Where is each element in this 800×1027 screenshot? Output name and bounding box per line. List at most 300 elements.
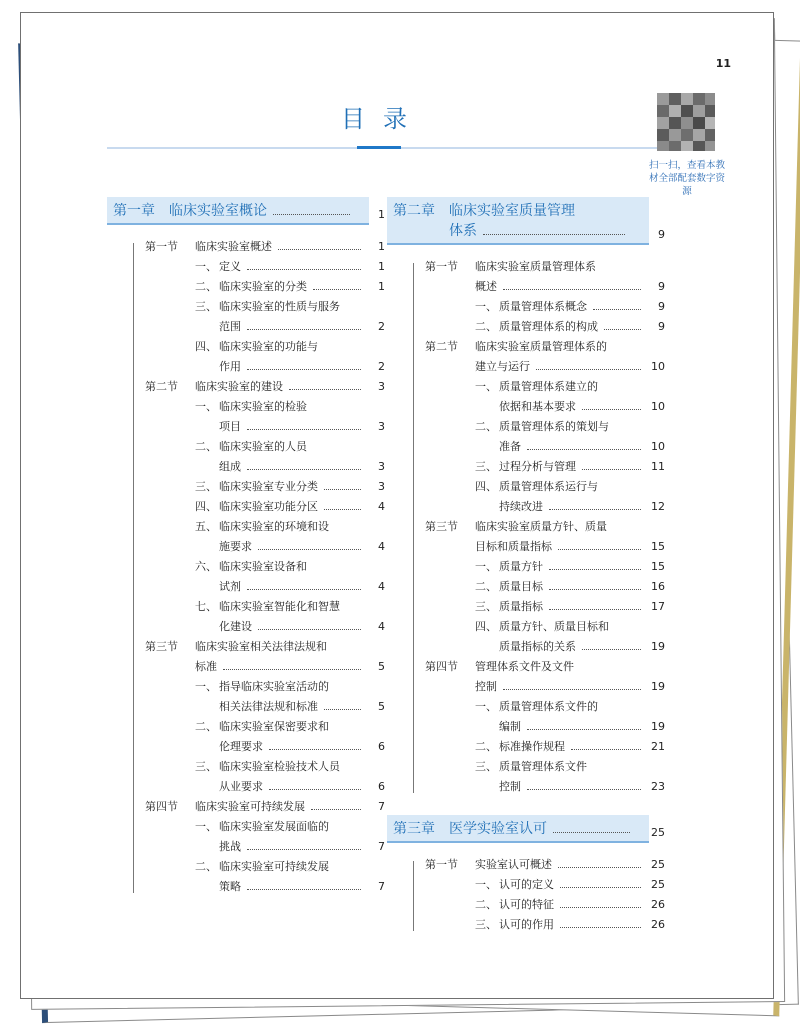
item-entry-body: [219, 257, 369, 277]
chapter-title: [169, 200, 354, 220]
item-entry[interactable]: [145, 257, 385, 277]
item-entry-label: 一、: [475, 560, 497, 573]
item-entry-label: 四、: [195, 500, 217, 513]
section-entry[interactable]: [425, 855, 665, 875]
item-entry-label: 四、: [195, 340, 217, 353]
item-entry-body: [219, 677, 369, 717]
item-entry-page: 19: [651, 640, 665, 653]
item-entry-page: 23: [651, 780, 665, 793]
item-entry-page: 15: [651, 560, 665, 573]
item-entry-line: [499, 717, 649, 737]
item-entry-line: [219, 857, 369, 877]
dot-leader: [247, 469, 361, 470]
item-entry-page: 10: [651, 440, 665, 453]
dot-leader: [324, 709, 361, 710]
section-entry-text: 临床实验室概述: [195, 240, 272, 253]
item-entry-text: 质量管理体系文件: [499, 760, 587, 773]
dot-leader: [549, 569, 641, 570]
section-entry-page: 9: [658, 280, 665, 293]
item-entry-page: 1: [378, 280, 385, 293]
item-entry-label: 七、: [195, 600, 217, 613]
chapter-title-text: 临床实验室质量管理: [449, 203, 575, 219]
item-entry-text: 质量目标: [499, 580, 543, 593]
item-entry[interactable]: [145, 277, 385, 297]
item-entry-page: 16: [651, 580, 665, 593]
section-entry-text: 建立与运行: [475, 360, 530, 373]
section-entry-line: [475, 537, 649, 557]
dot-leader: [582, 649, 641, 650]
item-entry[interactable]: [425, 875, 665, 895]
dot-leader: [313, 289, 361, 290]
item-entry-label: 一、: [475, 300, 497, 313]
item-entry-body: [499, 697, 649, 737]
item-entry-text: 指导临床实验室活动的: [219, 680, 329, 693]
item-entry-text: 临床实验室可持续发展: [219, 860, 329, 873]
item-entry-page: 1: [378, 260, 385, 273]
section-entry[interactable]: [425, 337, 665, 377]
item-entry-body: [499, 597, 649, 617]
item-entry[interactable]: [145, 477, 385, 497]
item-entry-page: 2: [378, 320, 385, 333]
item-entry-line: [219, 817, 369, 837]
item-entry-text: 项目: [219, 420, 241, 433]
section-entry-label: 第一节: [425, 260, 458, 273]
dot-leader: [483, 234, 625, 235]
item-entry-text: 临床实验室功能分区: [219, 500, 318, 513]
dot-leader: [503, 689, 641, 690]
item-entry-line: [219, 757, 369, 777]
section-entry-body: [475, 337, 649, 377]
item-entry[interactable]: [145, 857, 385, 897]
section-entry-text: 概述: [475, 280, 497, 293]
item-entry-text: 临床实验室设备和: [219, 560, 307, 573]
chapter-title-line: [449, 200, 629, 220]
item-entry[interactable]: [425, 597, 665, 617]
item-entry-line: [219, 877, 369, 897]
dot-leader: [223, 669, 361, 670]
dot-leader: [247, 329, 361, 330]
item-entry[interactable]: [425, 577, 665, 597]
item-entry-line: [219, 697, 369, 717]
item-entry-line: [499, 437, 649, 457]
section-entry-page: 7: [378, 800, 385, 813]
item-entry-line: [499, 757, 649, 777]
item-entry-line: [499, 895, 649, 915]
dot-leader: [247, 369, 361, 370]
item-entry-text: 策略: [219, 880, 241, 893]
item-entry-line: [499, 617, 649, 637]
section-entry[interactable]: [425, 257, 665, 297]
item-entry-line: [219, 737, 369, 757]
item-entry-label: 四、: [475, 620, 497, 633]
section-entry-body: [475, 855, 649, 875]
item-entry-body: [219, 297, 369, 337]
item-entry-label: 三、: [475, 460, 497, 473]
item-entry-page: 3: [378, 420, 385, 433]
item-entry-page: 7: [378, 840, 385, 853]
item-entry-page: 19: [651, 720, 665, 733]
item-entry-line: [219, 317, 369, 337]
item-entry[interactable]: [145, 497, 385, 517]
item-entry-line: [499, 377, 649, 397]
item-entry-body: [499, 757, 649, 797]
item-entry[interactable]: [425, 737, 665, 757]
item-entry-text: 质量方针、质量目标和: [499, 620, 609, 633]
item-entry-line: [499, 297, 649, 317]
item-entry[interactable]: [425, 557, 665, 577]
chapter-title-text: 临床实验室概论: [169, 203, 267, 219]
item-entry-body: [499, 317, 649, 337]
item-entry-body: [499, 477, 649, 517]
item-entry-text: 临床实验室的功能与: [219, 340, 318, 353]
dot-leader: [247, 429, 361, 430]
item-entry-text: 作用: [219, 360, 241, 373]
chapter-number: 第三章: [393, 821, 435, 837]
item-entry-page: 4: [378, 540, 385, 553]
chapter-page: 9: [658, 228, 665, 241]
item-entry-label: 三、: [195, 760, 217, 773]
section-entry-body: [195, 797, 369, 817]
item-entry-line: [219, 297, 369, 317]
item-entry-page: 6: [378, 780, 385, 793]
dot-leader: [553, 832, 630, 833]
item-entry-text: 质量管理体系建立的: [499, 380, 598, 393]
item-entry[interactable]: [145, 817, 385, 857]
item-entry-text: 质量指标: [499, 600, 543, 613]
item-entry-line: [219, 837, 369, 857]
item-entry-text: 临床实验室的人员: [219, 440, 307, 453]
item-entry-page: 5: [378, 700, 385, 713]
item-entry-page: 2: [378, 360, 385, 373]
chapter-title-line: [449, 818, 634, 838]
section-entry-text: 临床实验室相关法律法规和: [195, 640, 327, 653]
toc-column-right: [387, 197, 665, 943]
dot-leader: [527, 729, 641, 730]
item-entry[interactable]: [145, 677, 385, 717]
item-entry[interactable]: [145, 337, 385, 377]
section-entry[interactable]: [145, 237, 385, 257]
dot-leader: [247, 269, 361, 270]
item-entry-line: [219, 517, 369, 537]
item-entry-page: 9: [658, 320, 665, 333]
item-entry-line: [219, 357, 369, 377]
item-entry-text: 临床实验室发展面临的: [219, 820, 329, 833]
item-entry-body: [499, 557, 649, 577]
item-entry-text: 认可的特征: [499, 898, 554, 911]
dot-leader: [582, 409, 641, 410]
section-entry-label: 第三节: [425, 520, 458, 533]
item-entry-body: [219, 277, 369, 297]
item-entry[interactable]: [425, 317, 665, 337]
section-entry-text: 管理体系文件及文件: [475, 660, 574, 673]
chapter-number: 第二章: [393, 203, 435, 219]
item-entry-line: [219, 537, 369, 557]
item-entry-line: [219, 477, 369, 497]
item-entry-body: [219, 437, 369, 477]
dot-leader: [527, 449, 641, 450]
item-entry-text: 定义: [219, 260, 241, 273]
item-entry-text: 组成: [219, 460, 241, 473]
section-entry[interactable]: [145, 797, 385, 817]
item-entry[interactable]: [145, 757, 385, 797]
dot-leader: [549, 589, 641, 590]
item-entry-page: 6: [378, 740, 385, 753]
section-entry-text: 临床实验室质量管理体系的: [475, 340, 607, 353]
item-entry-label: 五、: [195, 520, 217, 533]
dot-leader: [549, 609, 641, 610]
item-entry-text: 临床实验室检验技术人员: [219, 760, 340, 773]
item-entry[interactable]: [425, 895, 665, 915]
item-entry-line: [219, 437, 369, 457]
item-entry-line: [219, 337, 369, 357]
item-entry-text: 质量管理体系文件的: [499, 700, 598, 713]
item-entry[interactable]: [145, 437, 385, 477]
item-entry-text: 质量管理体系的构成: [499, 320, 598, 333]
item-entry-page: 10: [651, 400, 665, 413]
section-list: [107, 237, 385, 897]
item-entry-label: 二、: [475, 320, 497, 333]
title-rule: [107, 147, 712, 149]
section-entry-body: [475, 257, 649, 297]
item-entry-page: 17: [651, 600, 665, 613]
section-entry[interactable]: [145, 377, 385, 397]
chapter-page: 25: [651, 826, 665, 839]
item-entry-text: 临床实验室智能化和智慧: [219, 600, 340, 613]
section-entry[interactable]: [145, 637, 385, 677]
item-entry-text: 编制: [499, 720, 521, 733]
section-entry-page: 1: [378, 240, 385, 253]
item-entry-label: 二、: [475, 580, 497, 593]
page-number: 11: [715, 57, 731, 70]
section-entry-line: [195, 637, 369, 657]
item-entry[interactable]: [425, 417, 665, 457]
item-entry-text: 依据和基本要求: [499, 400, 576, 413]
dot-leader: [269, 789, 361, 790]
section-entry-label: 第三节: [145, 640, 178, 653]
dot-leader: [247, 849, 361, 850]
item-entry-body: [219, 597, 369, 637]
dot-leader: [536, 369, 641, 370]
item-entry[interactable]: [145, 557, 385, 597]
section-entry-label: 第一节: [145, 240, 178, 253]
item-entry-label: 一、: [475, 380, 497, 393]
item-entry-text: 临床实验室的分类: [219, 280, 307, 293]
item-entry-body: [219, 717, 369, 757]
item-entry-text: 相关法律法规和标准: [219, 700, 318, 713]
item-entry-label: 二、: [475, 898, 497, 911]
section-entry-body: [475, 657, 649, 697]
section-entry-text: 标准: [195, 660, 217, 673]
dot-leader: [560, 907, 641, 908]
item-entry-body: [219, 857, 369, 897]
item-entry[interactable]: [145, 517, 385, 557]
section-entry[interactable]: [425, 517, 665, 557]
item-entry-text: 范围: [219, 320, 241, 333]
item-entry-text: 认可的定义: [499, 878, 554, 891]
item-entry-page: 3: [378, 460, 385, 473]
item-entry-label: 一、: [475, 700, 497, 713]
section-entry-line: [475, 337, 649, 357]
chapter-title-text: 医学实验室认可: [449, 821, 547, 837]
item-entry-text: 控制: [499, 780, 521, 793]
item-entry-text: 认可的作用: [499, 918, 554, 931]
section-entry-line: [475, 517, 649, 537]
item-entry[interactable]: [145, 597, 385, 637]
item-entry-label: 一、: [475, 878, 497, 891]
item-entry-text: 质量方针: [499, 560, 543, 573]
item-entry[interactable]: [145, 397, 385, 437]
section-entry[interactable]: [425, 657, 665, 697]
item-entry-body: [499, 875, 649, 895]
chapter-heading[interactable]: [387, 197, 665, 245]
item-entry-line: [219, 777, 369, 797]
chapter-title: [449, 200, 629, 240]
item-entry-line: [499, 637, 649, 657]
dot-leader: [247, 589, 361, 590]
item-entry-line: [219, 717, 369, 737]
dot-leader: [560, 887, 641, 888]
dot-leader: [324, 489, 361, 490]
item-entry-body: [499, 577, 649, 597]
item-entry-body: [499, 895, 649, 915]
section-entry-text: 临床实验室的建设: [195, 380, 283, 393]
chapter-title-line: [449, 220, 629, 240]
dot-leader: [258, 549, 361, 550]
item-entry-text: 质量指标的关系: [499, 640, 576, 653]
section-entry-text: 控制: [475, 680, 497, 693]
item-entry-body: [499, 297, 649, 317]
section-entry-label: 第一节: [425, 858, 458, 871]
dot-leader: [558, 867, 641, 868]
item-entry-body: [499, 417, 649, 457]
section-entry-line: [195, 377, 369, 397]
item-entry-text: 临床实验室专业分类: [219, 480, 318, 493]
item-entry[interactable]: [425, 915, 665, 935]
item-entry[interactable]: [425, 377, 665, 417]
item-entry-label: 三、: [475, 918, 497, 931]
item-entry-text: 临床实验室的检验: [219, 400, 307, 413]
qr-code-icon[interactable]: [657, 93, 715, 151]
item-entry-page: 26: [651, 898, 665, 911]
section-list: [387, 257, 665, 797]
section-entry-body: [195, 377, 369, 397]
item-entry-label: 二、: [195, 440, 217, 453]
item-entry-text: 质量管理体系的策划与: [499, 420, 609, 433]
section-entry-line: [475, 277, 649, 297]
item-entry[interactable]: [425, 757, 665, 797]
item-entry-line: [219, 457, 369, 477]
item-entry-line: [219, 557, 369, 577]
item-entry-text: 质量管理体系运行与: [499, 480, 598, 493]
dot-leader: [549, 509, 641, 510]
qr-caption: 扫一扫，查看本教材全部配套数字资源: [648, 160, 725, 197]
dot-leader: [247, 889, 361, 890]
item-entry-body: [499, 737, 649, 757]
item-entry-line: [219, 677, 369, 697]
item-entry-body: [219, 517, 369, 557]
item-entry-line: [219, 597, 369, 617]
item-entry-text: 过程分析与管理: [499, 460, 576, 473]
section-entry-line: [475, 855, 649, 875]
item-entry-text: 挑战: [219, 840, 241, 853]
dot-leader: [311, 809, 361, 810]
item-entry-line: [219, 257, 369, 277]
section-entry-line: [195, 797, 369, 817]
item-entry-label: 一、: [195, 680, 217, 693]
section-entry-body: [195, 637, 369, 677]
item-entry[interactable]: [425, 697, 665, 737]
item-entry-text: 标准操作规程: [499, 740, 565, 753]
item-entry-line: [499, 497, 649, 517]
item-entry-line: [499, 577, 649, 597]
page-title: 目录: [341, 105, 425, 133]
item-entry-label: 四、: [475, 480, 497, 493]
item-entry-label: 一、: [195, 260, 217, 273]
item-entry-label: 二、: [195, 860, 217, 873]
item-entry-body: [219, 397, 369, 437]
dot-leader: [527, 789, 641, 790]
item-entry-body: [219, 497, 369, 517]
item-entry[interactable]: [425, 457, 665, 477]
dot-leader: [593, 309, 641, 310]
section-entry-line: [475, 257, 649, 277]
item-entry-label: 三、: [475, 600, 497, 613]
item-entry-body: [219, 557, 369, 597]
item-entry-text: 临床实验室保密要求和: [219, 720, 329, 733]
item-entry-text: 临床实验室的环境和设: [219, 520, 329, 533]
dot-leader: [289, 389, 361, 390]
chapter-title: [449, 818, 634, 838]
item-entry-label: 一、: [195, 400, 217, 413]
item-entry[interactable]: [145, 717, 385, 757]
item-entry-text: 从业要求: [219, 780, 263, 793]
item-entry-line: [499, 477, 649, 497]
item-entry-body: [219, 337, 369, 377]
item-entry-body: [219, 477, 369, 497]
chapter-heading[interactable]: [107, 197, 385, 225]
item-entry-text: 持续改进: [499, 500, 543, 513]
dot-leader: [258, 629, 361, 630]
section-entry-text: 临床实验室可持续发展: [195, 800, 305, 813]
item-entry[interactable]: [145, 297, 385, 337]
item-entry-line: [499, 397, 649, 417]
dot-leader: [571, 749, 641, 750]
item-entry[interactable]: [425, 477, 665, 517]
item-entry-page: 4: [378, 500, 385, 513]
chapter-gap: [387, 805, 649, 815]
item-entry-line: [219, 577, 369, 597]
dot-leader: [324, 509, 361, 510]
item-entry[interactable]: [425, 297, 665, 317]
item-entry-page: 11: [651, 460, 665, 473]
item-entry-page: 25: [651, 878, 665, 891]
item-entry[interactable]: [425, 617, 665, 657]
toc-column-left: [107, 197, 385, 905]
item-entry-line: [499, 557, 649, 577]
item-entry-page: 26: [651, 918, 665, 931]
chapter-heading[interactable]: [387, 815, 665, 843]
item-entry-body: [499, 377, 649, 417]
item-entry-page: 4: [378, 620, 385, 633]
item-entry-line: [499, 875, 649, 895]
item-entry-text: 伦理要求: [219, 740, 263, 753]
dot-leader: [273, 214, 350, 215]
item-entry-page: 4: [378, 580, 385, 593]
item-entry-text: 施要求: [219, 540, 252, 553]
section-entry-page: 5: [378, 660, 385, 673]
item-entry-label: 二、: [475, 420, 497, 433]
chapter-page: 1: [378, 208, 385, 221]
